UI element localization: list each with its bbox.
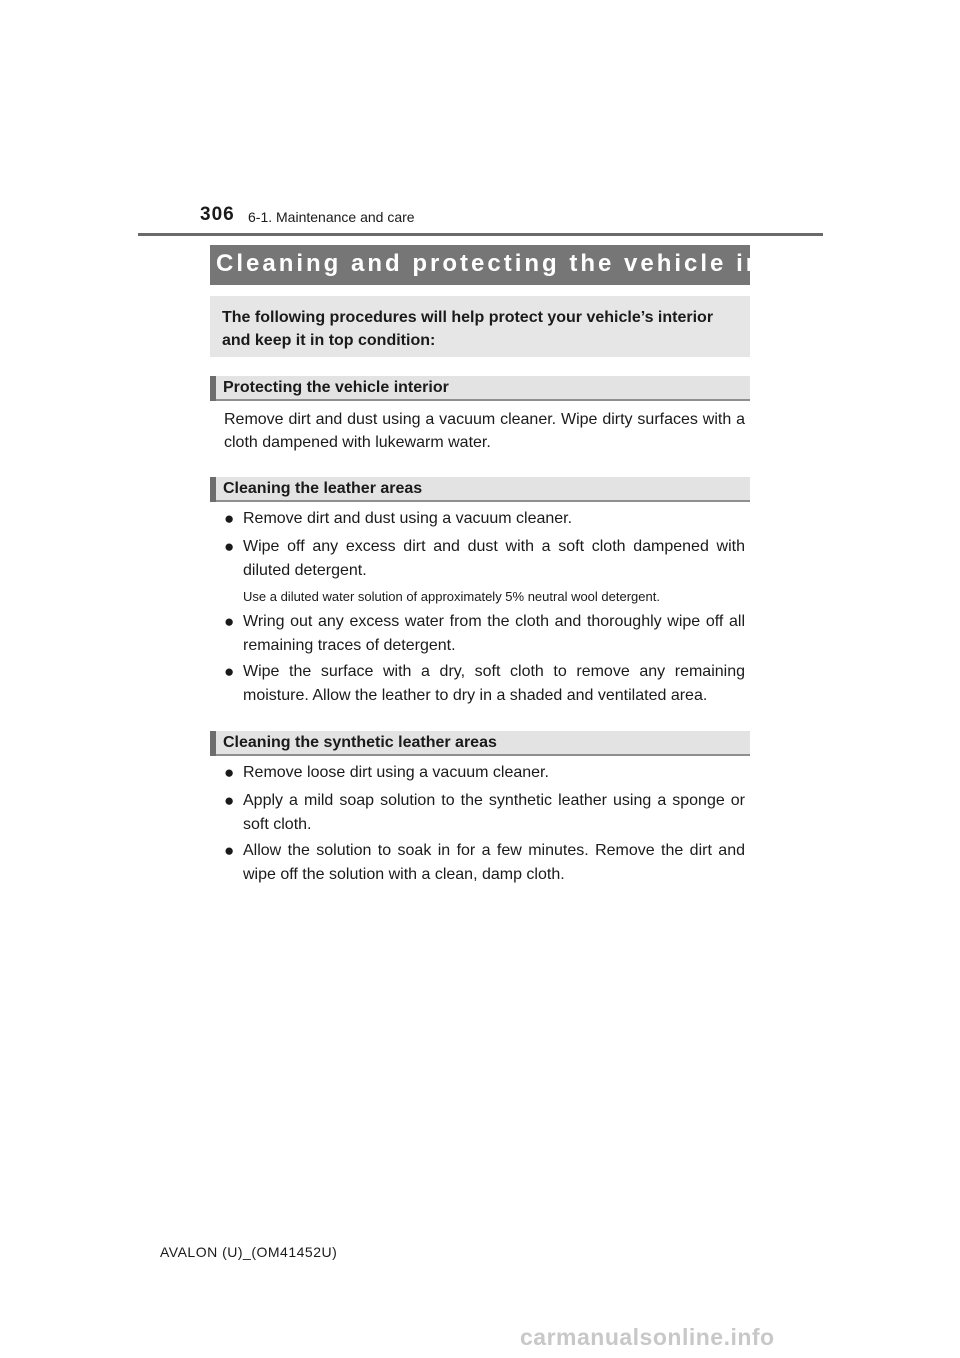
bullet-icon: ● [224, 537, 235, 556]
subheading-synthetic-leather [210, 731, 750, 756]
page-title: Cleaning and protecting the vehicle interior [216, 250, 843, 277]
section-label: 6-1. Maintenance and care [248, 209, 415, 225]
list-item-text: Remove dirt and dust using a vacuum cleaner. [243, 510, 573, 527]
bullet-icon: ● [224, 791, 235, 810]
list-item [224, 507, 745, 531]
bullet-icon: ● [224, 612, 235, 631]
list-item-text: Apply a mild soap solution to the synthetic leather using a sponge or soft cloth. [243, 792, 745, 833]
subheading-leather-areas [210, 477, 750, 502]
intro-text: The following procedures will help protect your vehicle’s interior and keep it in top condition: [222, 309, 714, 349]
list-item-text: Wipe off any excess dirt and dust with a soft cloth dampened with diluted detergent. [243, 538, 745, 579]
list-item [224, 660, 745, 708]
intro-box [210, 296, 750, 357]
subheading-text: Protecting the vehicle interior [223, 379, 449, 396]
title-bar [210, 245, 843, 285]
subheading-text: Cleaning the synthetic leather areas [223, 734, 497, 751]
note-text: Use a diluted water solution of approximately 5% neutral wool detergent. [243, 589, 660, 604]
bullet-icon: ● [224, 841, 235, 860]
list-item-text: Wipe the surface with a dry, soft cloth to remove any remaining moisture. Allow the leather to dry in a shaded and ventilated area. [243, 663, 745, 704]
list-item [224, 839, 745, 887]
list-item [224, 761, 745, 785]
list-item [224, 789, 745, 837]
watermark: carmanualsonline.info [520, 1324, 775, 1350]
bullet-icon: ● [224, 763, 235, 782]
footer-model-code: AVALON (U)_(OM41452U) [160, 1244, 338, 1260]
list-item [224, 610, 745, 658]
bullet-icon: ● [224, 662, 235, 681]
subheading-text: Cleaning the leather areas [223, 480, 423, 497]
list-item-text: Allow the solution to soak in for a few minutes. Remove the dirt and wipe off the solution with a clean, damp cloth. [243, 842, 745, 883]
list-item-text: Remove loose dirt using a vacuum cleaner. [243, 764, 549, 781]
subheading-protecting-interior [210, 376, 750, 401]
page-number: 306 [200, 204, 235, 225]
list-item [224, 535, 745, 583]
list-item-text: Wring out any excess water from the cloth and thoroughly wipe off all remaining traces of detergent. [243, 613, 745, 654]
paragraph-protecting-interior: Remove dirt and dust using a vacuum cleaner. Wipe dirty surfaces with a cloth dampened with lukewarm water. [224, 411, 745, 451]
bullet-icon: ● [224, 509, 235, 528]
header-rule [138, 233, 823, 236]
